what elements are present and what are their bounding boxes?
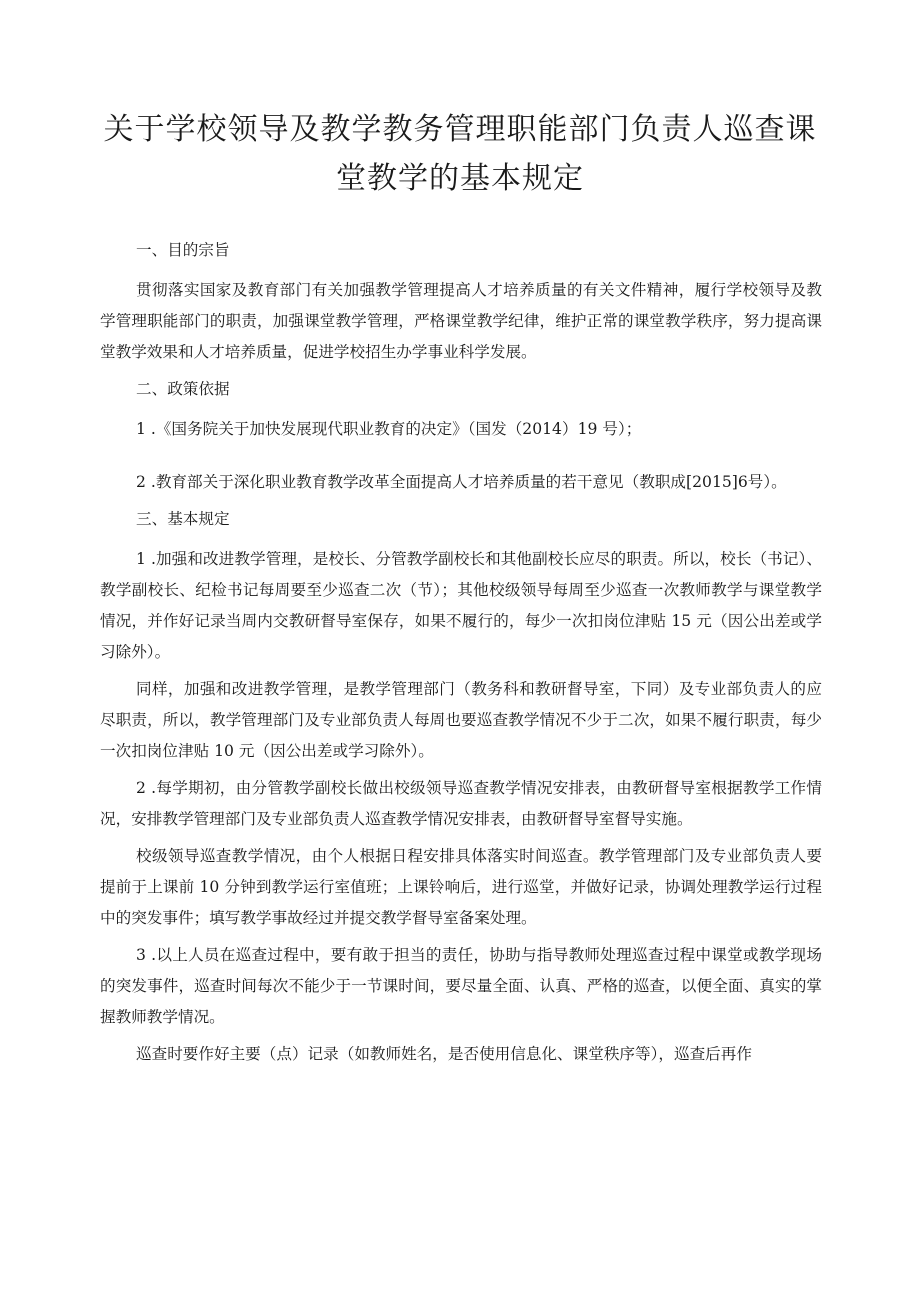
section-heading-purpose: 一、目的宗旨 [136, 241, 230, 259]
rules-item-3: 3 .以上人员在巡查过程中，要有敢于担当的责任，协助与指导教师处理巡查过程中课堂或教学现场的突发事件，巡查时间每次不能少于一节课时间，要尽量全面、认真、严格的巡查，以便全面、真实的掌握教师教学情况。 [100, 946, 822, 1026]
section-heading-basis: 二、政策依据 [136, 380, 230, 398]
basis-item-2: 2 .教育部关于深化职业教育教学改革全面提高人才培养质量的若干意见（教职成[2015]6号）。 [136, 473, 787, 491]
rules-item-2: 2 .每学期初，由分管教学副校长做出校级领导巡查教学情况安排表，由教研督导室根据教学工作情况，安排教学管理部门及专业部负责人巡查教学情况安排表，由教研督导室督导实施。 [100, 779, 822, 828]
rules-item-2-continuation: 校级领导巡查教学情况，由个人根据日程安排具体落实时间巡查。教学管理部门及专业部负责人要提前于上课前 10 分钟到教学运行室值班；上课铃响后，进行巡堂，并做好记录，协调处理教学运行过程中的突发事件；填写教学事故经过并提交教学督导室备案处理。 [100, 847, 822, 927]
document-body [100, 235, 822, 1076]
document-title-line-2: 堂教学的基本规定 [336, 161, 584, 196]
rules-item-1: 1 .加强和改进教学管理，是校长、分管教学副校长和其他副校长应尽的职责。所以，校长（书记）、教学副校长、纪检书记每周要至少巡查二次（节）；其他校级领导每周至少巡查一次教师教学与课堂教学情况，并作好记录当周内交教研督导室保存，如果不履行的，每少一次扣岗位津贴 15 元（因公出差或学习除外）。 [100, 550, 822, 661]
basis-item-1: 1 .《国务院关于加快发展现代职业教育的决定》（国发（2014）19 号）； [136, 420, 642, 438]
rules-item-1-continuation: 同样，加强和改进教学管理，是教学管理部门（教务科和教研督导室，下同）及专业部负责人的应尽职责，所以，教学管理部门及专业部负责人每周也要巡查教学情况不少于二次，如果不履行职责，每少一次扣岗位津贴 10 元（因公出差或学习除外）。 [100, 680, 822, 760]
purpose-paragraph: 贯彻落实国家及教育部门有关加强教学管理提高人才培养质量的有关文件精神，履行学校领导及教学管理职能部门的职责，加强课堂教学管理，严格课堂教学纪律，维护正常的课堂教学秩序，努力提高课堂教学效果和人才培养质量，促进学校招生办学事业科学发展。 [100, 281, 822, 361]
section-heading-rules: 三、基本规定 [136, 510, 230, 528]
document-title-line-1: 关于学校领导及教学教务管理职能部门负责人巡查课 [103, 112, 817, 147]
rules-item-3-continuation: 巡查时要作好主要（点）记录（如教师姓名，是否使用信息化、课堂秩序等），巡查后再作 [136, 1045, 752, 1063]
